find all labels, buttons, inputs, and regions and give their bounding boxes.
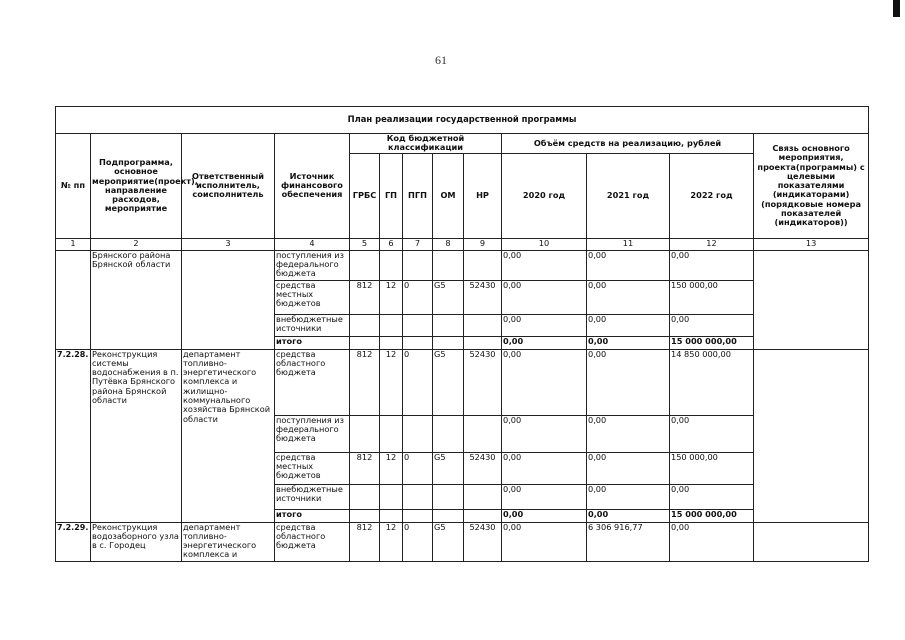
cell-number: 7.2.29. xyxy=(56,522,91,561)
cell-2022: 0,00 xyxy=(670,522,754,561)
column-number: 6 xyxy=(380,238,403,250)
cell-nr xyxy=(464,314,502,336)
cell-2021: 0,00 xyxy=(587,314,670,336)
cell-2022: 0,00 xyxy=(670,415,754,452)
cell-pgp xyxy=(403,415,433,452)
cell-gp: 12 xyxy=(380,280,403,314)
header-2022: 2022 год xyxy=(670,153,754,238)
cell-2020: 0,00 xyxy=(502,314,587,336)
cell-2021: 0,00 xyxy=(587,415,670,452)
cell-2020: 0,00 xyxy=(502,415,587,452)
cell-2022: 0,00 xyxy=(670,314,754,336)
cell-pgp xyxy=(403,509,433,522)
page-number: 61 xyxy=(435,53,447,67)
column-number: 9 xyxy=(464,238,502,250)
cell-om xyxy=(433,336,464,349)
cell-subprogram: Реконструкция водозаборного узла в с. Городец xyxy=(91,522,182,561)
table-title: План реализации государственной программы xyxy=(56,107,869,134)
column-number: 11 xyxy=(587,238,670,250)
header-link: Связь основного мероприятия, проекта(программы) с целевыми показателями (индикаторами) (порядковые номера показателей (индикаторов)) xyxy=(754,134,869,239)
cell-2020: 0,00 xyxy=(502,522,587,561)
cell-grbs xyxy=(350,314,380,336)
cell-om: G5 xyxy=(433,349,464,415)
column-number: 7 xyxy=(403,238,433,250)
cell-nr xyxy=(464,509,502,522)
cell-source: средства областного бюджета xyxy=(275,349,350,415)
header-source: Источник финансового обеспечения xyxy=(275,134,350,239)
cell-2022: 0,00 xyxy=(670,250,754,280)
cell-gp xyxy=(380,314,403,336)
cell-2021: 6 306 916,77 xyxy=(587,522,670,561)
cell-grbs: 812 xyxy=(350,349,380,415)
cell-nr: 52430 xyxy=(464,280,502,314)
cell-responsible xyxy=(182,250,275,349)
cell-link xyxy=(754,250,869,349)
cell-grbs: 812 xyxy=(350,452,380,484)
cell-link xyxy=(754,522,869,561)
cell-2021: 0,00 xyxy=(587,336,670,349)
header-no: № пп xyxy=(56,134,91,239)
cell-grbs xyxy=(350,336,380,349)
cell-2021: 0,00 xyxy=(587,509,670,522)
table-row xyxy=(56,349,869,415)
cell-gp: 12 xyxy=(380,452,403,484)
cell-2021: 0,00 xyxy=(587,484,670,509)
cell-2020: 0,00 xyxy=(502,509,587,522)
cell-gp xyxy=(380,484,403,509)
cell-pgp xyxy=(403,250,433,280)
cell-2022: 14 850 000,00 xyxy=(670,349,754,415)
cell-gp xyxy=(380,415,403,452)
column-number: 8 xyxy=(433,238,464,250)
cell-2020: 0,00 xyxy=(502,452,587,484)
column-number: 4 xyxy=(275,238,350,250)
cell-gp xyxy=(380,509,403,522)
cell-pgp xyxy=(403,314,433,336)
cell-grbs: 812 xyxy=(350,280,380,314)
cell-nr: 52430 xyxy=(464,349,502,415)
cell-source: внебюджетные источники xyxy=(275,314,350,336)
cell-om: G5 xyxy=(433,522,464,561)
cell-grbs xyxy=(350,509,380,522)
table-row xyxy=(56,250,869,280)
cell-nr xyxy=(464,484,502,509)
cell-pgp xyxy=(403,336,433,349)
cell-om: G5 xyxy=(433,280,464,314)
header-responsible: Ответственный исполнитель, соисполнитель xyxy=(182,134,275,239)
cell-source: внебюджетные источники xyxy=(275,484,350,509)
header-budget-code: Код бюджетной классификации xyxy=(350,134,502,154)
column-number: 5 xyxy=(350,238,380,250)
cell-gp: 12 xyxy=(380,522,403,561)
cell-number: 7.2.28. xyxy=(56,349,91,522)
cell-2021: 0,00 xyxy=(587,452,670,484)
cell-pgp xyxy=(403,484,433,509)
cell-source: поступления из федерального бюджета xyxy=(275,250,350,280)
cell-pgp: 0 xyxy=(403,522,433,561)
cell-nr xyxy=(464,250,502,280)
cell-gp xyxy=(380,250,403,280)
header-2021: 2021 год xyxy=(587,153,670,238)
cell-link xyxy=(754,349,869,522)
cell-pgp: 0 xyxy=(403,280,433,314)
column-number: 12 xyxy=(670,238,754,250)
scan-edge-mark xyxy=(893,0,900,17)
header-2020: 2020 год xyxy=(502,153,587,238)
cell-2021: 0,00 xyxy=(587,280,670,314)
cell-om xyxy=(433,484,464,509)
header-nr: НР xyxy=(464,153,502,238)
cell-2020: 0,00 xyxy=(502,250,587,280)
header-gp: ГП xyxy=(380,153,403,238)
cell-om: G5 xyxy=(433,452,464,484)
cell-pgp: 0 xyxy=(403,452,433,484)
cell-nr: 52430 xyxy=(464,522,502,561)
cell-2022: 150 000,00 xyxy=(670,280,754,314)
cell-grbs: 812 xyxy=(350,522,380,561)
cell-grbs xyxy=(350,484,380,509)
cell-grbs xyxy=(350,250,380,280)
table-row xyxy=(56,522,869,561)
column-number: 1 xyxy=(56,238,91,250)
cell-2022: 150 000,00 xyxy=(670,452,754,484)
cell-2020: 0,00 xyxy=(502,336,587,349)
header-grbs: ГРБС xyxy=(350,153,380,238)
cell-2021: 0,00 xyxy=(587,349,670,415)
cell-number xyxy=(56,250,91,349)
cell-nr: 52430 xyxy=(464,452,502,484)
header-om: ОМ xyxy=(433,153,464,238)
cell-2022: 15 000 000,00 xyxy=(670,509,754,522)
cell-2020: 0,00 xyxy=(502,280,587,314)
cell-pgp: 0 xyxy=(403,349,433,415)
cell-nr xyxy=(464,415,502,452)
header-pgp: ПГП xyxy=(403,153,433,238)
cell-source: поступления из федерального бюджета xyxy=(275,415,350,452)
cell-2022: 0,00 xyxy=(670,484,754,509)
cell-source: итого xyxy=(275,509,350,522)
column-number: 10 xyxy=(502,238,587,250)
cell-responsible: департамент топливно-энергетического комплекса и xyxy=(182,522,275,561)
program-plan-table xyxy=(55,106,869,562)
cell-om xyxy=(433,250,464,280)
cell-om xyxy=(433,314,464,336)
cell-nr xyxy=(464,336,502,349)
cell-subprogram: Реконструкция системы водоснабжения в п. Путёвка Брянского района Брянской области xyxy=(91,349,182,522)
cell-gp xyxy=(380,336,403,349)
column-number: 13 xyxy=(754,238,869,250)
header-subprogram: Подпрограмма, основное мероприятие(проект), направление расходов, мероприятие xyxy=(91,134,182,239)
cell-2022: 15 000 000,00 xyxy=(670,336,754,349)
column-number: 3 xyxy=(182,238,275,250)
cell-source: средства местных бюджетов xyxy=(275,452,350,484)
cell-2020: 0,00 xyxy=(502,349,587,415)
cell-2020: 0,00 xyxy=(502,484,587,509)
cell-om xyxy=(433,415,464,452)
cell-responsible: департамент топливно-энергетического комплекса и жилищно-коммунального хозяйства Брянской области xyxy=(182,349,275,522)
header-volume: Объём средств на реализацию, рублей xyxy=(502,134,754,154)
cell-grbs xyxy=(350,415,380,452)
cell-subprogram: Брянского района Брянской области xyxy=(91,250,182,349)
cell-2021: 0,00 xyxy=(587,250,670,280)
cell-om xyxy=(433,509,464,522)
cell-gp: 12 xyxy=(380,349,403,415)
cell-source: средства областного бюджета xyxy=(275,522,350,561)
cell-source: итого xyxy=(275,336,350,349)
cell-source: средства местных бюджетов xyxy=(275,280,350,314)
column-number: 2 xyxy=(91,238,182,250)
